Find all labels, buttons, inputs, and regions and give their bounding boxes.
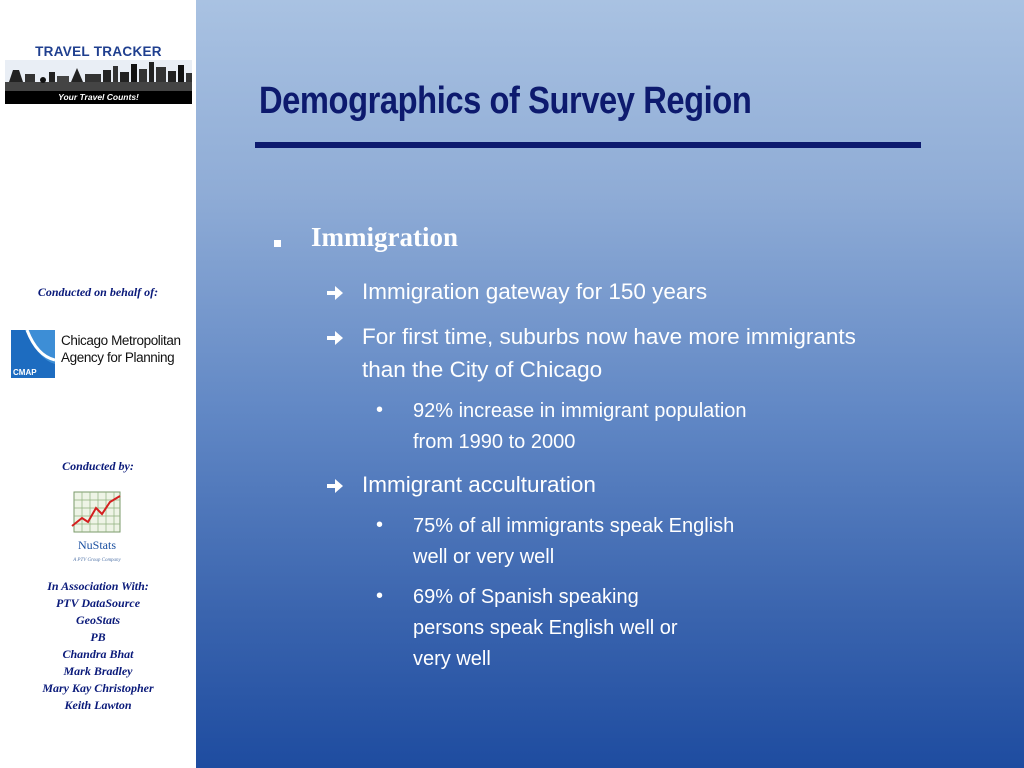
association-item: Mary Kay Christopher (42, 681, 154, 695)
slide-main (196, 0, 1024, 768)
association-heading: In Association With: (47, 579, 149, 593)
arrow-bullet-icon (325, 476, 345, 496)
bullet-item: Immigration gateway for 150 years (362, 279, 708, 304)
cmap-logo (11, 330, 187, 378)
association-item: PB (90, 630, 106, 644)
heading-immigration: Immigration (311, 222, 458, 252)
cmap-icon (11, 330, 55, 378)
bullet-item: Immigrant acculturation (362, 472, 596, 497)
title-underline (255, 142, 921, 148)
association-item: Chandra Bhat (62, 647, 134, 661)
slide-title: Demographics of Survey Region (259, 80, 752, 122)
cmap-name (61, 332, 181, 366)
association-list (0, 578, 196, 714)
logo-title: TRAVEL TRACKER (35, 44, 162, 59)
cmap-abbr: CMAP (13, 368, 37, 377)
cmap-line1: Chicago Metropolitan (61, 333, 181, 348)
bullet-item: For first time, suburbs now have more immigrants than the City of Chicago (362, 324, 856, 382)
conducted-by-label: Conducted by: (62, 459, 134, 473)
dot-bullet-icon: • (376, 514, 384, 536)
association-item: GeoStats (75, 613, 120, 627)
association-item: Keith Lawton (64, 698, 132, 712)
nustats-logo (68, 488, 126, 570)
sidebar (0, 0, 196, 768)
skyline-icon (5, 60, 192, 92)
sub-bullet-item: 92% increase in immigrant population from 1990 to 2000 (413, 400, 747, 453)
nustats-name: NuStats (77, 538, 116, 552)
arrow-bullet-icon (325, 328, 345, 348)
sub-bullet-item: 75% of all immigrants speak English well or very well (413, 515, 735, 568)
association-item: Mark Bradley (63, 664, 133, 678)
chart-grid-icon (68, 488, 126, 536)
sub-bullet-item: 69% of Spanish speaking persons speak English well or very well (413, 586, 678, 670)
arrow-bullet-icon (325, 283, 345, 303)
nustats-sub: A PTV Group Company (73, 558, 121, 563)
travel-tracker-survey-logo (5, 40, 192, 104)
conducted-on-behalf-label: Conducted on behalf of: (37, 285, 159, 299)
logo-tagline: Your Travel Counts! (5, 91, 192, 104)
cmap-line2: Agency for Planning (61, 350, 175, 365)
square-bullet-icon (274, 240, 281, 247)
association-item: PTV DataSource (55, 596, 141, 610)
dot-bullet-icon: • (376, 585, 384, 607)
dot-bullet-icon: • (376, 399, 384, 421)
